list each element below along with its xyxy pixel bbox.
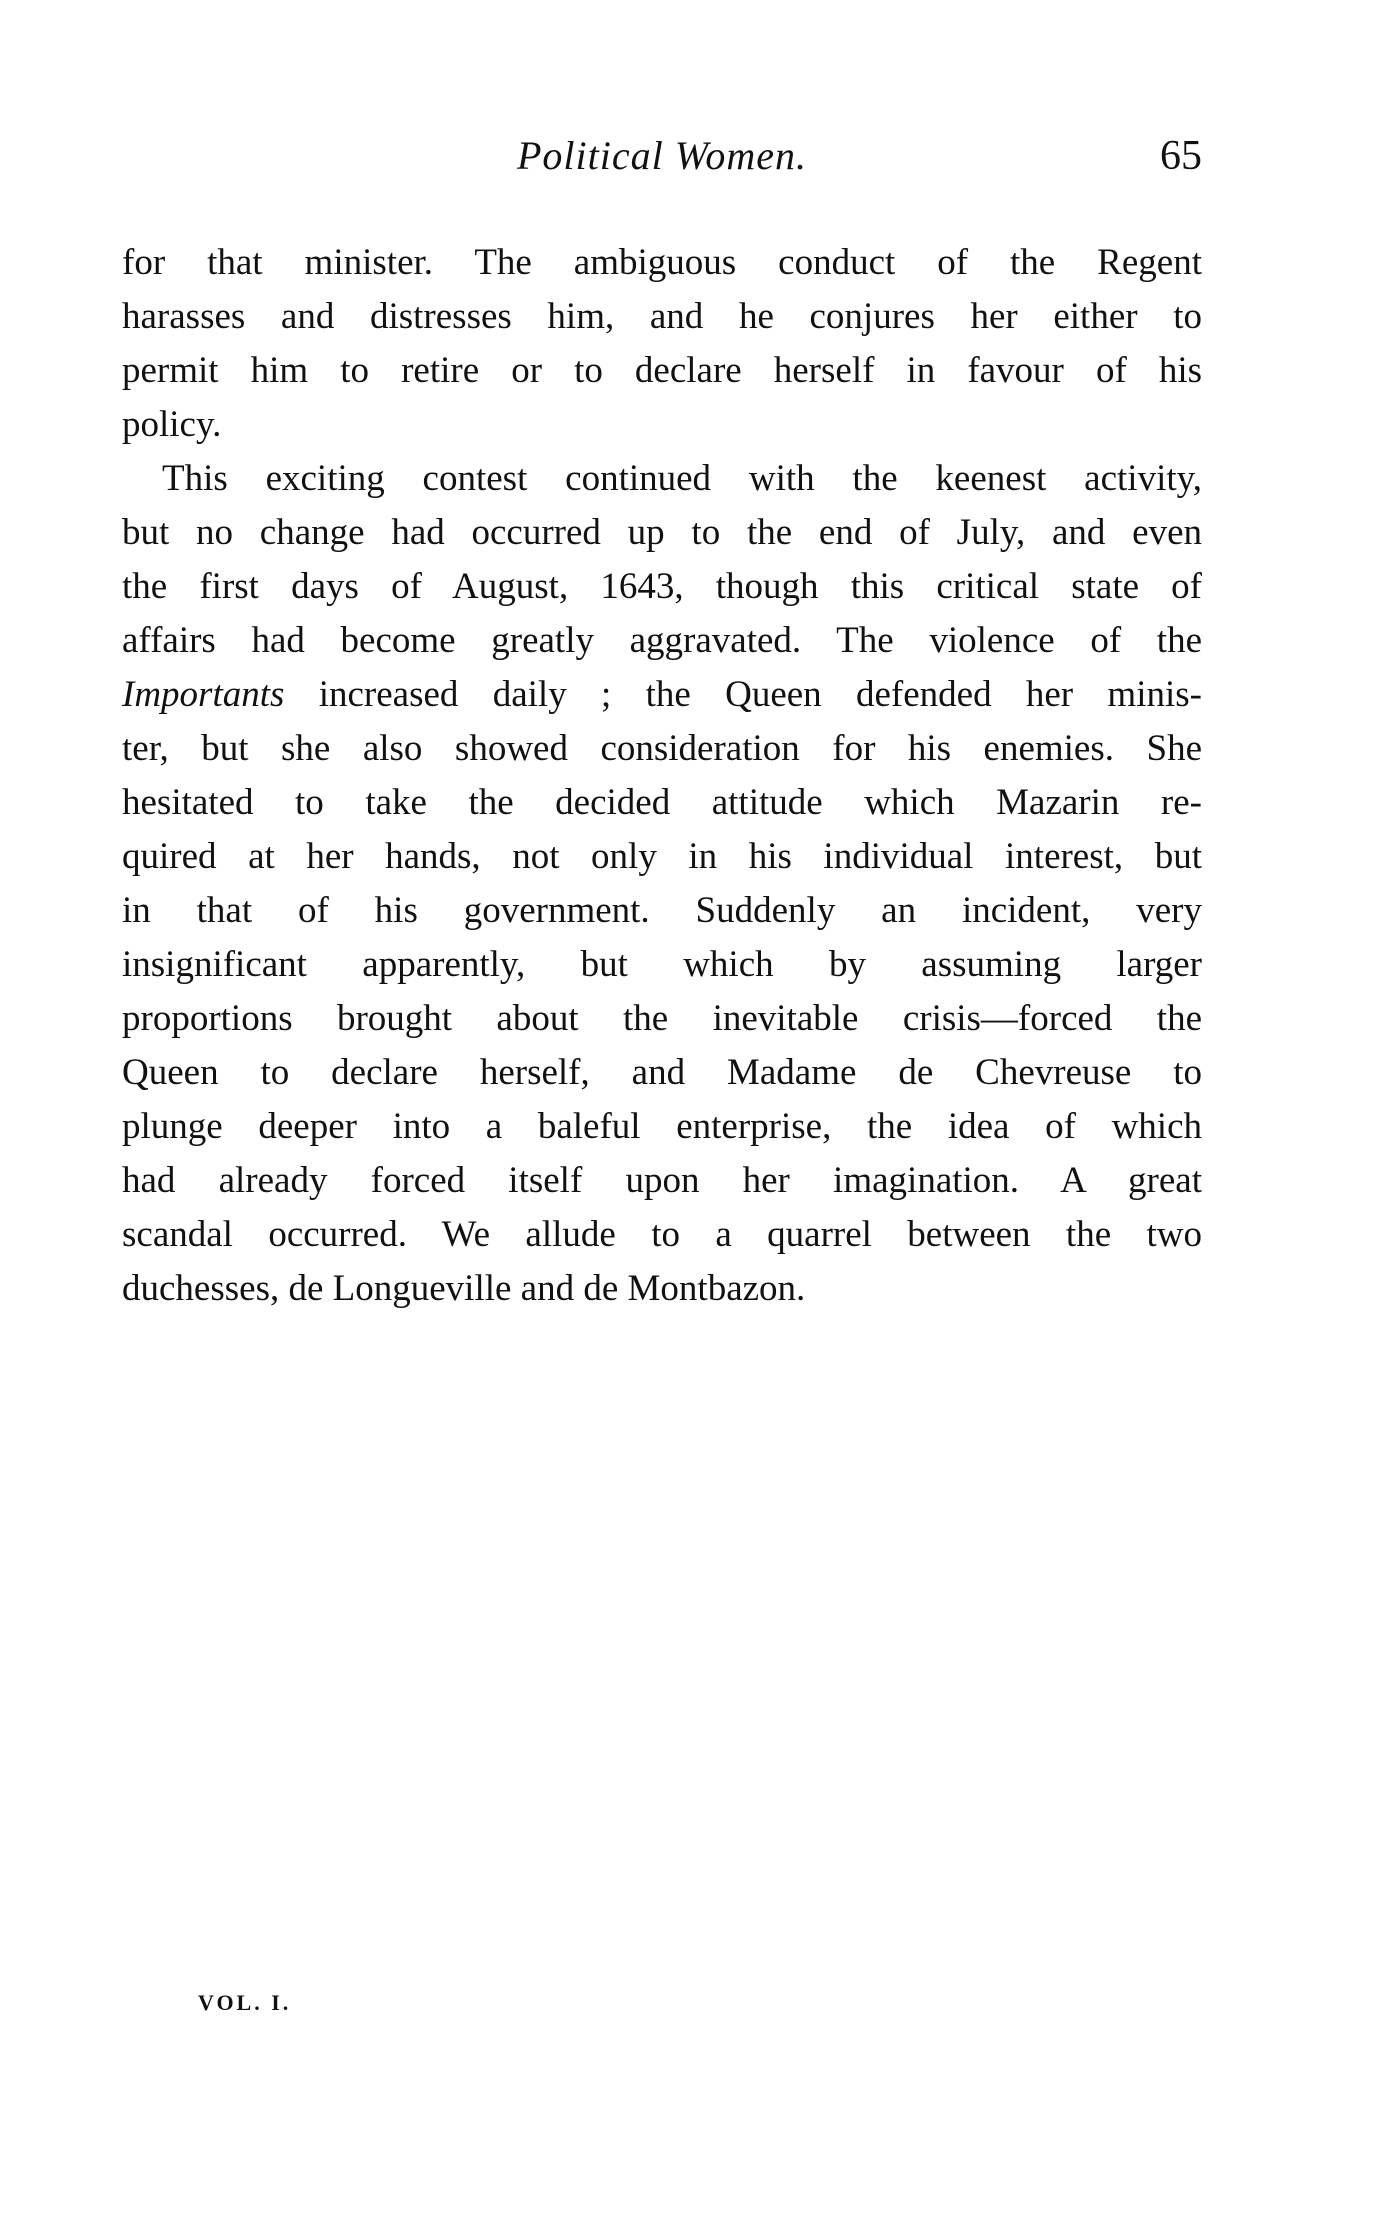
text-line: scandal occurred. We allude to a quarrel between the two xyxy=(122,1214,1202,1255)
text-line: had already forced itself upon her imagination. A great xyxy=(122,1160,1202,1201)
running-title: Political Women. xyxy=(516,133,808,178)
page-number: 65 xyxy=(1160,133,1202,179)
text-line: for that minister. The ambiguous conduct of the Regent xyxy=(122,242,1202,283)
text-line: plunge deeper into a baleful enterprise, the idea of which xyxy=(122,1106,1202,1147)
text-line xyxy=(122,668,1202,722)
text-line: proportions brought about the inevitable crisis—forced the xyxy=(122,998,1202,1039)
signature-mark: VOL. I. xyxy=(198,1990,292,2015)
italic-term: Importants xyxy=(122,674,285,715)
text-line: permit him to retire or to declare herself in favour of his xyxy=(122,350,1202,391)
text-line: insignificant apparently, but which by assuming larger xyxy=(122,944,1202,985)
text-line: the first days of August, 1643, though this critical state of xyxy=(122,566,1202,607)
body-text xyxy=(122,236,1202,1316)
text-line: ter, but she also showed consideration for his enemies. She xyxy=(122,728,1202,769)
text-line: duchesses, de Longueville and de Montbazon. xyxy=(122,1268,806,1309)
text-line: hesitated to take the decided attitude which Mazarin re- xyxy=(122,782,1202,823)
text-line: Queen to declare herself, and Madame de Chevreuse to xyxy=(122,1052,1202,1093)
page-header xyxy=(122,132,1202,192)
text-line: but no change had occurred up to the end of July, and even xyxy=(122,512,1202,553)
text-line: affairs had become greatly aggravated. The violence of the xyxy=(122,620,1202,661)
text-line: This exciting contest continued with the keenest activity, xyxy=(162,458,1202,499)
text-line: harasses and distresses him, and he conjures her either to xyxy=(122,296,1202,337)
text-line: in that of his government. Suddenly an incident, very xyxy=(122,890,1202,931)
line-rest: increased daily ; the Queen defended her minis- xyxy=(284,674,1202,715)
text-line: policy. xyxy=(122,404,222,445)
text-line: quired at her hands, not only in his individual interest, but xyxy=(122,836,1202,877)
